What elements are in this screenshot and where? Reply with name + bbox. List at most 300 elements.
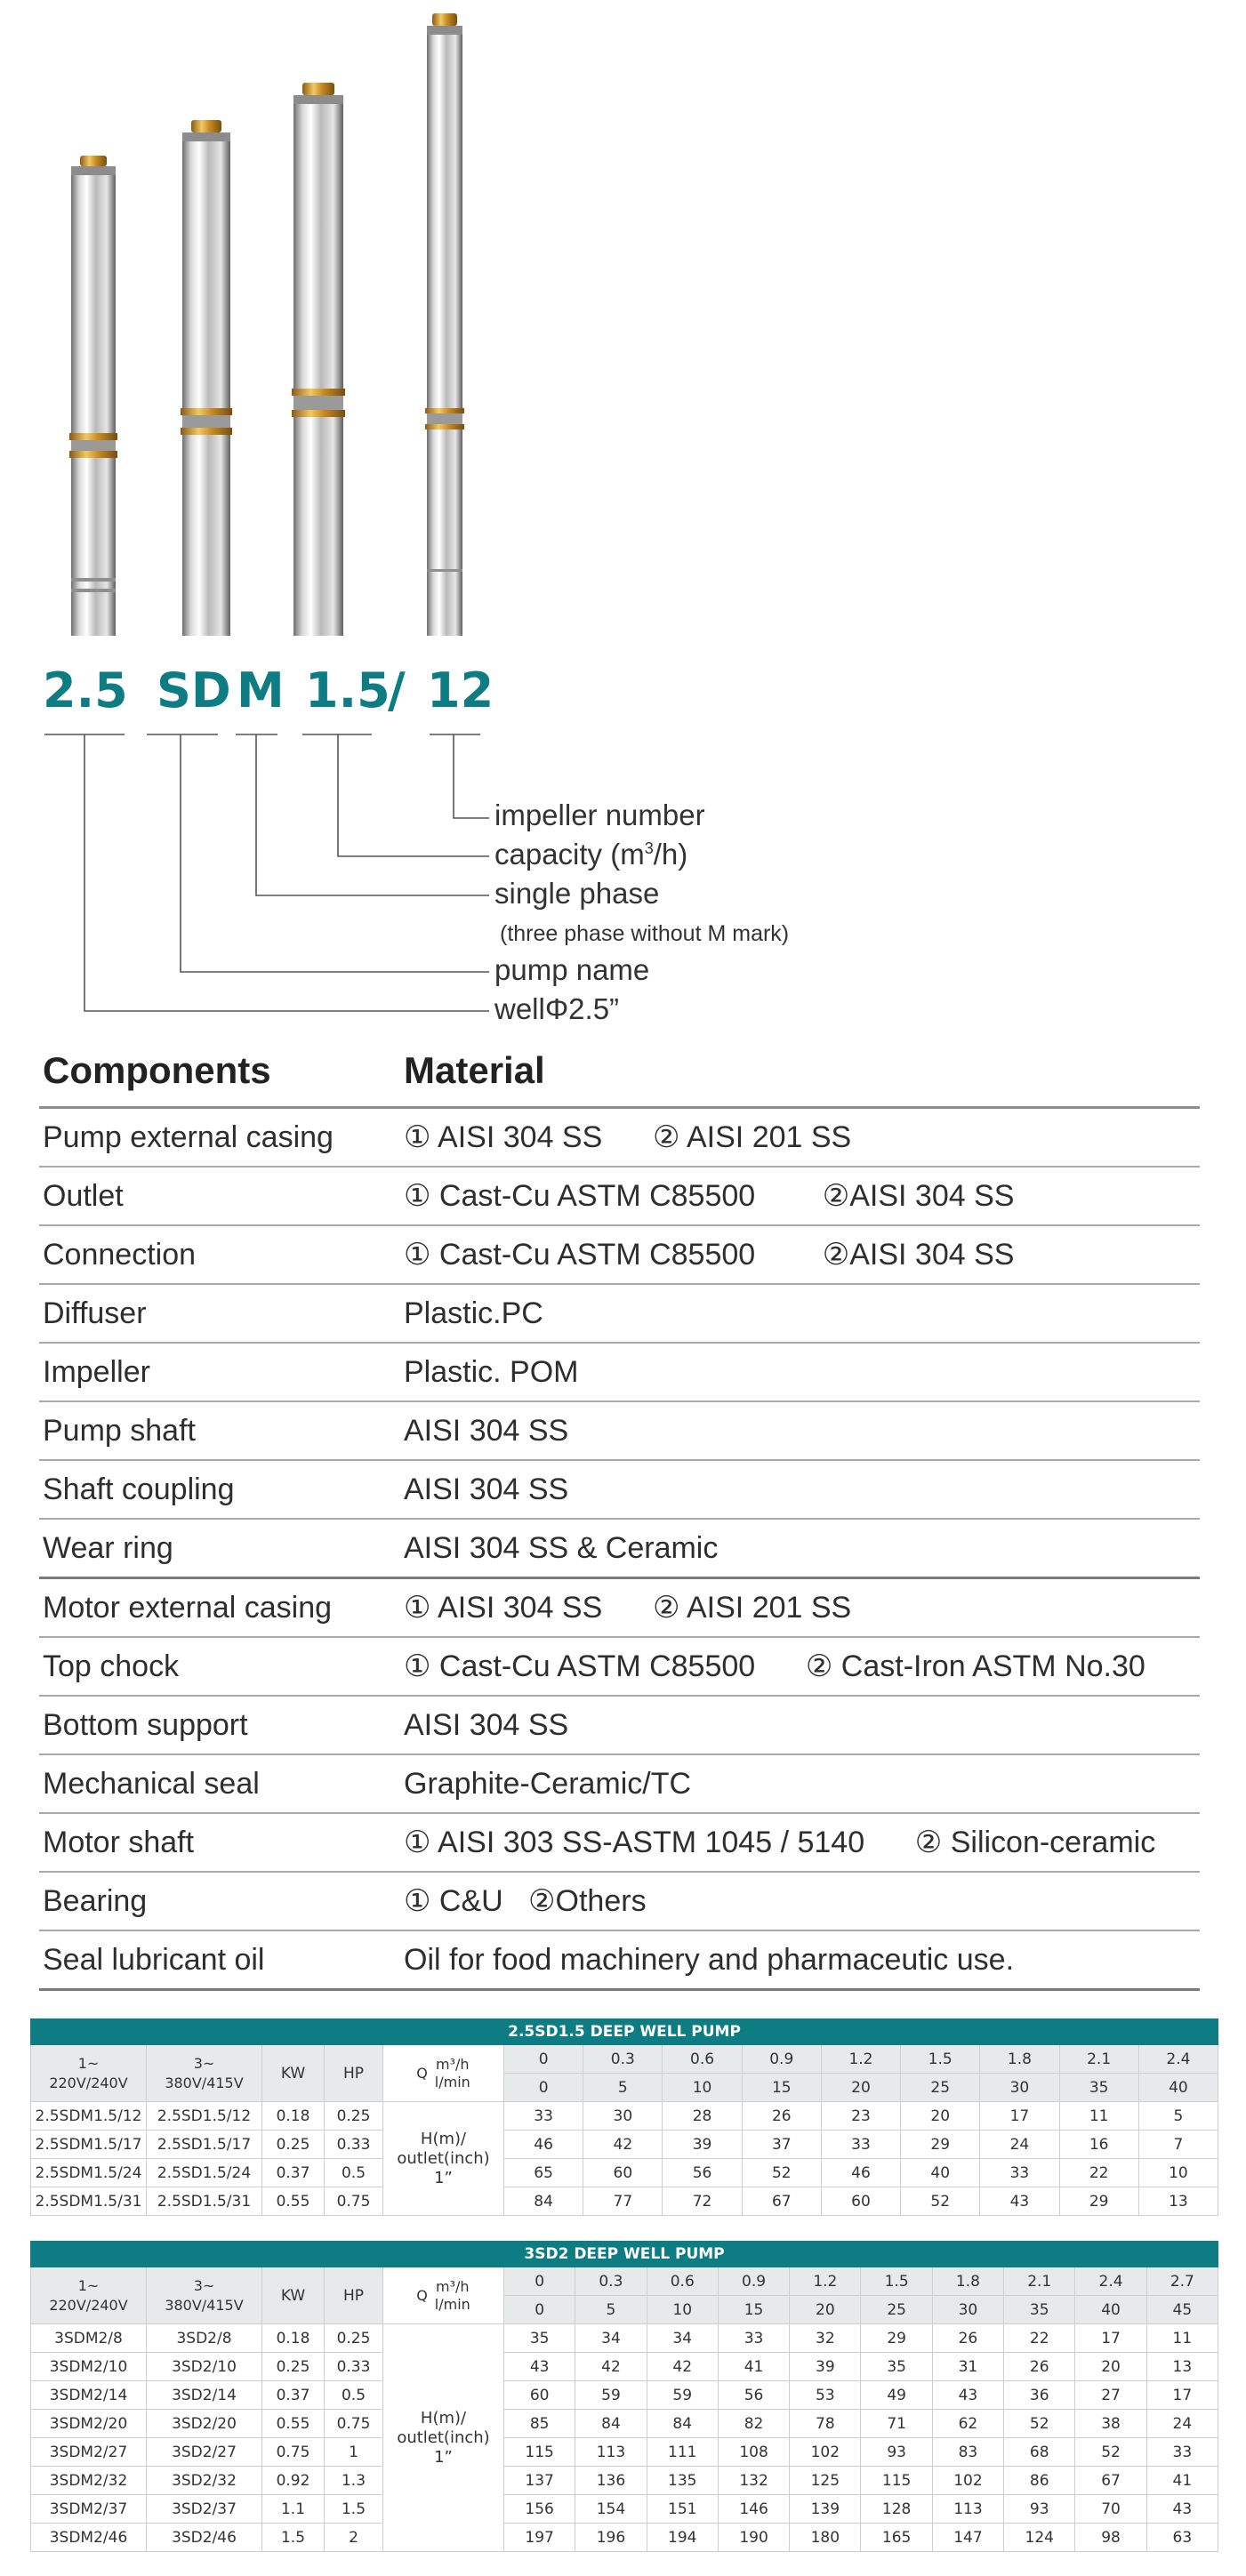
flow-unit-m3h: m³/h (436, 2277, 470, 2295)
flow-value-lmin: 30 (980, 2074, 1059, 2102)
head-value: 28 (663, 2102, 742, 2131)
pump-image-3 (292, 83, 345, 636)
head-value: 52 (742, 2159, 821, 2187)
power-kw: 0.37 (262, 2381, 325, 2410)
model-single-phase: 3SDM2/14 (31, 2381, 147, 2410)
component-name: Wear ring (43, 1531, 173, 1565)
flow-value-m3h: 0.3 (583, 2045, 663, 2074)
flow-value-lmin: 40 (1138, 2074, 1218, 2102)
flow-value-lmin: 30 (932, 2296, 1003, 2324)
flow-value-lmin: 5 (575, 2296, 647, 2324)
model-three-phase: 3SD2/14 (147, 2381, 262, 2410)
head-value: 38 (1075, 2410, 1146, 2438)
head-value: 20 (901, 2102, 980, 2131)
flow-label: Q (416, 2064, 428, 2082)
head-value: 41 (1146, 2467, 1218, 2495)
model-code-name: SD (157, 662, 231, 718)
component-material: Plastic.PC (404, 1296, 543, 1330)
table-row (31, 2102, 1218, 2131)
component-name: Bottom support (43, 1708, 248, 1742)
power-hp: 1.5 (325, 2495, 383, 2524)
head-value: 11 (1059, 2102, 1138, 2131)
column-header-three-phase: 3~ 380V/415V (147, 2267, 262, 2324)
head-value: 151 (647, 2495, 718, 2524)
head-value: 56 (718, 2381, 789, 2410)
flow-value-lmin: 0 (504, 2296, 575, 2324)
model-three-phase: 3SD2/27 (147, 2438, 262, 2467)
head-value: 10 (1138, 2159, 1218, 2187)
head-outlet-label: H(m)/ outlet(inch) 1” (383, 2102, 504, 2216)
model-three-phase: 3SD2/10 (147, 2353, 262, 2381)
component-material: Graphite-Ceramic/TC (404, 1767, 692, 1801)
head-value: 35 (861, 2353, 932, 2381)
head-value: 65 (504, 2159, 583, 2187)
head-value: 68 (1004, 2438, 1075, 2467)
model-three-phase: 2.5SD1.5/12 (147, 2102, 262, 2131)
head-value: 33 (821, 2131, 900, 2159)
table-row (31, 2324, 1218, 2353)
head-value: 27 (1075, 2381, 1146, 2410)
head-value: 124 (1004, 2524, 1075, 2552)
power-kw: 1.5 (262, 2524, 325, 2552)
head-value: 46 (821, 2159, 900, 2187)
head-value: 13 (1146, 2353, 1218, 2381)
table-row (31, 2495, 1218, 2524)
head-value: 108 (718, 2438, 789, 2467)
component-material: AISI 304 SS & Ceramic (404, 1531, 719, 1565)
head-value: 83 (932, 2438, 1003, 2467)
model-three-phase: 2.5SD1.5/31 (147, 2187, 262, 2216)
power-kw: 0.37 (262, 2159, 325, 2187)
model-code-size: 2.5 (43, 662, 128, 718)
head-value: 102 (790, 2438, 861, 2467)
component-name: Top chock (43, 1649, 180, 1683)
model-three-phase: 3SD2/46 (147, 2524, 262, 2552)
component-name: Shaft coupling (43, 1473, 235, 1506)
pump-product-images (0, 0, 534, 640)
head-value: 29 (901, 2131, 980, 2159)
component-material: Oil for food machinery and pharmaceutic use. (404, 1943, 1015, 1977)
head-value: 98 (1075, 2524, 1146, 2552)
power-hp: 0.25 (325, 2324, 383, 2353)
model-single-phase: 2.5SDM1.5/31 (31, 2187, 147, 2216)
spec-table-title: 2.5SD1.5 DEEP WELL PUMP (31, 2019, 1218, 2045)
head-value: 7 (1138, 2131, 1218, 2159)
head-value: 33 (718, 2324, 789, 2353)
column-header-three-phase: 3~ 380V/415V (147, 2045, 262, 2102)
head-value: 147 (932, 2524, 1003, 2552)
model-three-phase: 3SD2/20 (147, 2410, 262, 2438)
head-value: 71 (861, 2410, 932, 2438)
head-value: 34 (575, 2324, 647, 2353)
table-row (31, 2159, 1218, 2187)
head-value: 60 (504, 2381, 575, 2410)
power-hp: 1 (325, 2438, 383, 2467)
flow-value-m3h: 1.2 (821, 2045, 900, 2074)
flow-value-m3h: 2.4 (1075, 2267, 1146, 2296)
head-value: 84 (575, 2410, 647, 2438)
power-hp: 0.75 (325, 2410, 383, 2438)
head-value: 70 (1075, 2495, 1146, 2524)
head-value: 20 (1075, 2353, 1146, 2381)
head-outlet-label: H(m)/ outlet(inch) 1” (383, 2324, 504, 2552)
flow-value-lmin: 0 (504, 2074, 583, 2102)
flow-value-m3h: 0 (504, 2267, 575, 2296)
head-value: 137 (504, 2467, 575, 2495)
power-kw: 0.25 (262, 2353, 325, 2381)
model-single-phase: 3SDM2/46 (31, 2524, 147, 2552)
table-row (31, 2131, 1218, 2159)
column-header-flow-units (383, 2045, 504, 2102)
model-single-phase: 3SDM2/32 (31, 2467, 147, 2495)
component-material: ① Cast-Cu ASTM C85500 ②AISI 304 SS (404, 1179, 1015, 1213)
head-value: 29 (1059, 2187, 1138, 2216)
material-header: Material (404, 1049, 545, 1091)
head-value: 190 (718, 2524, 789, 2552)
legend-well: wellΦ2.5” (494, 992, 620, 1025)
legend-single-phase: single phase (494, 877, 660, 910)
head-value: 41 (718, 2353, 789, 2381)
power-hp: 0.75 (325, 2187, 383, 2216)
head-value: 136 (575, 2467, 647, 2495)
head-value: 22 (1004, 2324, 1075, 2353)
flow-value-lmin: 25 (901, 2074, 980, 2102)
component-name: Motor external casing (43, 1591, 333, 1625)
head-value: 13 (1138, 2187, 1218, 2216)
model-single-phase: 2.5SDM1.5/24 (31, 2159, 147, 2187)
head-value: 52 (901, 2187, 980, 2216)
legend-capacity: capacity $(m^3/h)$ (494, 838, 688, 871)
component-name: Connection (43, 1238, 197, 1272)
head-value: 132 (718, 2467, 789, 2495)
head-value: 67 (742, 2187, 821, 2216)
component-material: AISI 304 SS (404, 1473, 569, 1506)
power-kw: 0.92 (262, 2467, 325, 2495)
flow-value-m3h: 2.4 (1138, 2045, 1218, 2074)
head-value: 102 (932, 2467, 1003, 2495)
model-single-phase: 3SDM2/8 (31, 2324, 147, 2353)
head-value: 22 (1059, 2159, 1138, 2187)
model-three-phase: 3SD2/32 (147, 2467, 262, 2495)
head-value: 113 (575, 2438, 647, 2467)
components-header: Components (43, 1049, 271, 1091)
component-row (39, 1285, 1200, 1344)
column-header-flow-units (383, 2267, 504, 2324)
table-row (31, 2381, 1218, 2410)
head-value: 24 (980, 2131, 1059, 2159)
power-kw: 0.55 (262, 2187, 325, 2216)
component-material: AISI 304 SS (404, 1414, 569, 1448)
component-row (39, 1579, 1200, 1638)
component-row (39, 1697, 1200, 1755)
flow-unit-lmin: l/min (434, 2073, 470, 2090)
flow-value-m3h: 1.8 (980, 2045, 1059, 2074)
component-name: Motor shaft (43, 1826, 195, 1859)
head-value: 67 (1075, 2467, 1146, 2495)
pump-image-4 (425, 13, 464, 636)
head-value: 93 (1004, 2495, 1075, 2524)
head-value: 180 (790, 2524, 861, 2552)
model-single-phase: 3SDM2/20 (31, 2410, 147, 2438)
legend-impeller-number: impeller number (494, 798, 705, 831)
head-value: 78 (790, 2410, 861, 2438)
component-row (39, 1755, 1200, 1814)
component-row (39, 1461, 1200, 1520)
component-row (39, 1931, 1200, 1991)
head-value: 43 (1146, 2495, 1218, 2524)
head-value: 5 (1138, 2102, 1218, 2131)
head-value: 17 (1075, 2324, 1146, 2353)
component-row (39, 1168, 1200, 1226)
head-value: 29 (861, 2324, 932, 2353)
spec-table-3sd2 (30, 2241, 1218, 2552)
head-value: 84 (504, 2187, 583, 2216)
flow-value-m3h: 0.9 (718, 2267, 789, 2296)
flow-value-lmin: 5 (583, 2074, 663, 2102)
model-three-phase: 3SD2/37 (147, 2495, 262, 2524)
head-value: 111 (647, 2438, 718, 2467)
flow-label: Q (416, 2286, 428, 2304)
component-name: Bearing (43, 1884, 148, 1918)
component-row (39, 1638, 1200, 1697)
column-header-single-phase: 1~ 220V/240V (31, 2045, 147, 2102)
component-name: Pump shaft (43, 1414, 196, 1448)
component-material: Plastic. POM (404, 1355, 579, 1389)
component-row (39, 1402, 1200, 1461)
flow-value-m3h: 0 (504, 2045, 583, 2074)
power-kw: 0.55 (262, 2410, 325, 2438)
legend-phase-note: (three phase without M mark) (500, 921, 790, 946)
components-table (39, 1106, 1200, 1991)
flow-value-lmin: 25 (861, 2296, 932, 2324)
flow-value-m3h: 1.5 (901, 2045, 980, 2074)
head-value: 24 (1146, 2410, 1218, 2438)
head-value: 36 (1004, 2381, 1075, 2410)
head-value: 43 (980, 2187, 1059, 2216)
column-header-kw: KW (262, 2267, 325, 2324)
model-three-phase: 2.5SD1.5/24 (147, 2159, 262, 2187)
flow-value-lmin: 20 (821, 2074, 900, 2102)
component-name: Pump external casing (43, 1120, 334, 1154)
head-value: 154 (575, 2495, 647, 2524)
head-value: 32 (790, 2324, 861, 2353)
head-value: 86 (1004, 2467, 1075, 2495)
head-value: 125 (790, 2467, 861, 2495)
table-row (31, 2353, 1218, 2381)
head-value: 42 (583, 2131, 663, 2159)
component-row (39, 1814, 1200, 1873)
head-value: 59 (575, 2381, 647, 2410)
component-row (39, 1226, 1200, 1285)
power-hp: 2 (325, 2524, 383, 2552)
model-code-phase: M (237, 662, 285, 718)
head-value: 63 (1146, 2524, 1218, 2552)
head-value: 197 (504, 2524, 575, 2552)
power-hp: 0.33 (325, 2353, 383, 2381)
head-value: 26 (742, 2102, 821, 2131)
flow-value-lmin: 15 (718, 2296, 789, 2324)
head-value: 194 (647, 2524, 718, 2552)
head-value: 33 (504, 2102, 583, 2131)
head-value: 52 (1004, 2410, 1075, 2438)
model-single-phase: 2.5SDM1.5/17 (31, 2131, 147, 2159)
flow-value-m3h: 1.5 (861, 2267, 932, 2296)
model-code-impeller: 12 (427, 662, 494, 718)
head-value: 42 (647, 2353, 718, 2381)
component-material: AISI 304 SS (404, 1708, 569, 1742)
component-row (39, 1520, 1200, 1579)
component-material: ① Cast-Cu ASTM C85500 ② Cast-Iron ASTM No.30 (404, 1649, 1146, 1683)
head-value: 43 (932, 2381, 1003, 2410)
head-value: 56 (663, 2159, 742, 2187)
head-value: 93 (861, 2438, 932, 2467)
table-row (31, 2410, 1218, 2438)
spec-table-2-5sd1-5 (30, 2018, 1218, 2216)
head-value: 26 (932, 2324, 1003, 2353)
head-value: 146 (718, 2495, 789, 2524)
component-name: Seal lubricant oil (43, 1943, 265, 1977)
head-value: 11 (1146, 2324, 1218, 2353)
flow-value-m3h: 0.3 (575, 2267, 647, 2296)
head-value: 31 (932, 2353, 1003, 2381)
head-value: 37 (742, 2131, 821, 2159)
head-value: 60 (821, 2187, 900, 2216)
model-three-phase: 2.5SD1.5/17 (147, 2131, 262, 2159)
head-value: 139 (790, 2495, 861, 2524)
flow-value-lmin: 35 (1059, 2074, 1138, 2102)
column-header-single-phase: 1~ 220V/240V (31, 2267, 147, 2324)
flow-unit-m3h: m³/h (436, 2055, 470, 2073)
flow-value-m3h: 0.6 (663, 2045, 742, 2074)
flow-value-m3h: 2.7 (1146, 2267, 1218, 2296)
table-row (31, 2187, 1218, 2216)
power-kw: 0.75 (262, 2438, 325, 2467)
component-name: Impeller (43, 1355, 150, 1389)
table-row (31, 2467, 1218, 2495)
head-value: 23 (821, 2102, 900, 2131)
flow-value-m3h: 2.1 (1059, 2045, 1138, 2074)
flow-value-lmin: 45 (1146, 2296, 1218, 2324)
head-value: 60 (583, 2159, 663, 2187)
head-value: 17 (1146, 2381, 1218, 2410)
flow-value-lmin: 10 (663, 2074, 742, 2102)
column-header-kw: KW (262, 2045, 325, 2102)
model-single-phase: 3SDM2/27 (31, 2438, 147, 2467)
spec-table-title: 3SD2 DEEP WELL PUMP (31, 2242, 1218, 2267)
power-kw: 0.18 (262, 2324, 325, 2353)
power-hp: 0.25 (325, 2102, 383, 2131)
flow-value-m3h: 2.1 (1004, 2267, 1075, 2296)
component-name: Diffuser (43, 1296, 147, 1330)
model-single-phase: 3SDM2/37 (31, 2495, 147, 2524)
head-value: 39 (790, 2353, 861, 2381)
model-code-capacity: 1.5 (305, 662, 390, 718)
column-header-hp: HP (325, 2267, 383, 2324)
pump-image-2 (181, 120, 232, 636)
head-value: 33 (980, 2159, 1059, 2187)
head-value: 53 (790, 2381, 861, 2410)
model-code-slash: / (388, 662, 406, 718)
head-value: 52 (1075, 2438, 1146, 2467)
table-row (31, 2524, 1218, 2552)
head-value: 34 (647, 2324, 718, 2353)
head-value: 128 (861, 2495, 932, 2524)
head-value: 33 (1146, 2438, 1218, 2467)
model-single-phase: 3SDM2/10 (31, 2353, 147, 2381)
component-material: ① AISI 304 SS ② AISI 201 SS (404, 1591, 852, 1625)
power-hp: 0.33 (325, 2131, 383, 2159)
head-value: 82 (718, 2410, 789, 2438)
component-material: ① C&U ②Others (404, 1884, 647, 1918)
flow-value-m3h: 1.2 (790, 2267, 861, 2296)
model-three-phase: 3SD2/8 (147, 2324, 262, 2353)
head-value: 196 (575, 2524, 647, 2552)
head-value: 30 (583, 2102, 663, 2131)
head-value: 156 (504, 2495, 575, 2524)
head-value: 135 (647, 2467, 718, 2495)
flow-value-lmin: 10 (647, 2296, 718, 2324)
power-kw: 0.18 (262, 2102, 325, 2131)
flow-value-lmin: 40 (1075, 2296, 1146, 2324)
head-value: 115 (504, 2438, 575, 2467)
flow-value-lmin: 20 (790, 2296, 861, 2324)
model-single-phase: 2.5SDM1.5/12 (31, 2102, 147, 2131)
head-value: 17 (980, 2102, 1059, 2131)
head-value: 43 (504, 2353, 575, 2381)
head-value: 72 (663, 2187, 742, 2216)
power-hp: 1.3 (325, 2467, 383, 2495)
head-value: 165 (861, 2524, 932, 2552)
component-material: ① Cast-Cu ASTM C85500 ②AISI 304 SS (404, 1238, 1015, 1272)
flow-value-m3h: 0.9 (742, 2045, 821, 2074)
component-row (39, 1106, 1200, 1168)
head-value: 62 (932, 2410, 1003, 2438)
head-value: 46 (504, 2131, 583, 2159)
head-value: 39 (663, 2131, 742, 2159)
component-row (39, 1873, 1200, 1931)
component-row (39, 1344, 1200, 1402)
head-value: 85 (504, 2410, 575, 2438)
power-hp: 0.5 (325, 2381, 383, 2410)
table-row (31, 2438, 1218, 2467)
head-value: 113 (932, 2495, 1003, 2524)
flow-value-m3h: 0.6 (647, 2267, 718, 2296)
head-value: 35 (504, 2324, 575, 2353)
component-name: Outlet (43, 1179, 124, 1213)
power-hp: 0.5 (325, 2159, 383, 2187)
head-value: 49 (861, 2381, 932, 2410)
flow-value-m3h: 1.8 (932, 2267, 1003, 2296)
legend-pump-name: pump name (494, 953, 650, 986)
component-material: ① AISI 304 SS ② AISI 201 SS (404, 1120, 852, 1154)
head-value: 26 (1004, 2353, 1075, 2381)
column-header-hp: HP (325, 2045, 383, 2102)
flow-unit-lmin: l/min (434, 2295, 470, 2313)
head-value: 40 (901, 2159, 980, 2187)
head-value: 84 (647, 2410, 718, 2438)
power-kw: 0.25 (262, 2131, 325, 2159)
head-value: 42 (575, 2353, 647, 2381)
power-kw: 1.1 (262, 2495, 325, 2524)
flow-value-lmin: 15 (742, 2074, 821, 2102)
pump-image-1 (69, 156, 117, 636)
flow-value-lmin: 35 (1004, 2296, 1075, 2324)
component-material: ① AISI 303 SS-ASTM 1045 / 5140 ② Silicon-ceramic (404, 1826, 1156, 1859)
head-value: 16 (1059, 2131, 1138, 2159)
component-name: Mechanical seal (43, 1767, 260, 1801)
head-value: 115 (861, 2467, 932, 2495)
head-value: 77 (583, 2187, 663, 2216)
